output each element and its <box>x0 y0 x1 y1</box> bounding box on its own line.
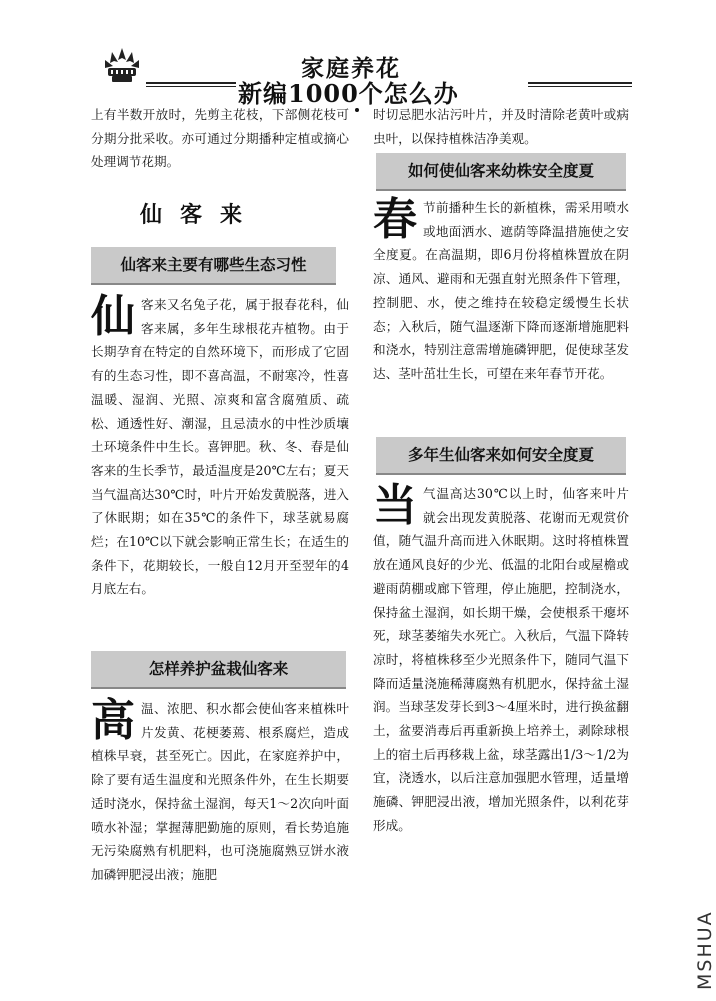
left-intro-text: 上有半数开放时，先剪主花枝，下部侧花枝可分期分批采收。亦可通过分期播种定植或摘心处理调节花期。 <box>91 107 349 170</box>
header-book-title: 新编1000个怎么办 <box>238 79 459 108</box>
q2-body <box>91 697 349 887</box>
q3-text: 节前播种生长的新植株，需采用喷水或地面洒水、遮荫等降温措施使之安全度夏。在高温期，即6月份将植株置放在阴凉、通风、避雨和无强直射光照条件下管理，控制肥、水，使之维持在较稳定缓慢生长状态；入秋后，随气温逐渐下降而逐渐增施肥料和浇水，特别注意需增施磷钾肥，促使球茎发达、茎叶茁壮生长，可望在来年春节开花。 <box>373 200 629 381</box>
q4-title-banner <box>376 437 626 475</box>
q4-body <box>373 482 629 838</box>
q4-drop-cap: 当 <box>373 480 417 531</box>
header-rule-left-thin <box>146 86 236 87</box>
flower-logo-icon <box>102 46 142 86</box>
section-title: 仙客来 <box>140 203 261 228</box>
left-intro <box>91 103 349 174</box>
q2-text: 温、浓肥、积水都会使仙客来植株叶片发黄、花梗萎蔫、根系腐烂，造成植株早衰，甚至死亡。因此，在家庭养护中，除了要有适生温度和光照条件外，在生长期要适时浇水，保持盆土湿润，每天1～2次向叶面喷水补湿；掌握薄肥勤施的原则，看长势追施无污染腐熟有机肥料，也可浇施腐熟豆饼水液加磷钾肥浸出液；施肥 <box>91 701 349 882</box>
q3-title-banner <box>376 153 626 191</box>
header-rule-right-thin <box>528 86 632 87</box>
watermark <box>672 880 716 990</box>
header-dot <box>355 108 359 112</box>
q3-title: 如何使仙客来幼株安全度夏 <box>407 162 594 180</box>
q1-title: 仙客来主要有哪些生态习性 <box>120 256 307 274</box>
header-rule-right <box>528 82 632 84</box>
right-intro <box>373 103 629 150</box>
q3-drop-cap: 春 <box>373 194 417 245</box>
q4-title: 多年生仙客来如何安全度夏 <box>407 446 594 464</box>
q2-title-banner <box>91 651 346 689</box>
q1-drop-cap: 仙 <box>91 291 135 342</box>
q4-text: 气温高达30℃以上时，仙客来叶片就会出现发黄脱落、花谢而无观赏价值，随气温升高而进入休眠期。这时将植株置放在通风良好的少光、低温的北阳台或屋檐或避雨荫棚或廊下管理，停止施肥，控制浇水，保持盆土湿润，如长期干燥，会使根系干瘪坏死，球茎萎缩失水死亡。入秋后，气温下降转凉时，将植株移至少光照条件下，随同气温下降而适量浇施稀薄腐熟有机肥水，保持盆土湿润。当球茎发芽长到3～4厘米时，进行换盆翻土，盆要消毒后再重新换上培养土，剥除球根上的宿土后再移栽上盆，球茎露出1/3～1/2为宜，浇透水，以后注意加强肥水管理，适量增施磷、钾肥浸出液，增加光照条件，以利花芽形成。 <box>373 486 629 833</box>
header-rule-left <box>146 82 236 84</box>
q1-title-banner <box>91 247 336 285</box>
watermark-text: MSHUA <box>694 910 716 990</box>
q2-title: 怎样养护盆栽仙客来 <box>148 660 289 678</box>
q1-text: 客来又名兔子花，属于报春花科，仙客来属，多年生球根花卉植物。由于长期孕育在特定的自然环境下，而形成了它固有的生态习性，即不喜高温，不耐寒冷，性喜温暖、湿润、光照、凉爽和富含腐殖质、疏松、通透性好、潮湿，且忌渍水的中性沙质壤土环境条件中生长。喜钾肥。秋、冬、春是仙客来的生长季节，最适温度是20℃左右；夏天当气温高达30℃时，叶片开始发黄脱落，进入了休眠期；如在35℃的条件下，球茎就易腐烂；在10℃以下就会影响正常生长；在适生的条件下，花期较长，一般自12月开至翌年的4月底左右。 <box>91 297 349 597</box>
q3-body <box>373 196 629 386</box>
right-intro-text: 时切忌肥水沾污叶片，并及时清除老黄叶或病虫叶，以保持植株洁净美观。 <box>373 107 629 146</box>
q2-drop-cap: 高 <box>91 695 135 746</box>
q1-body <box>91 293 349 601</box>
header-series-title: 家庭养花 <box>301 55 401 82</box>
